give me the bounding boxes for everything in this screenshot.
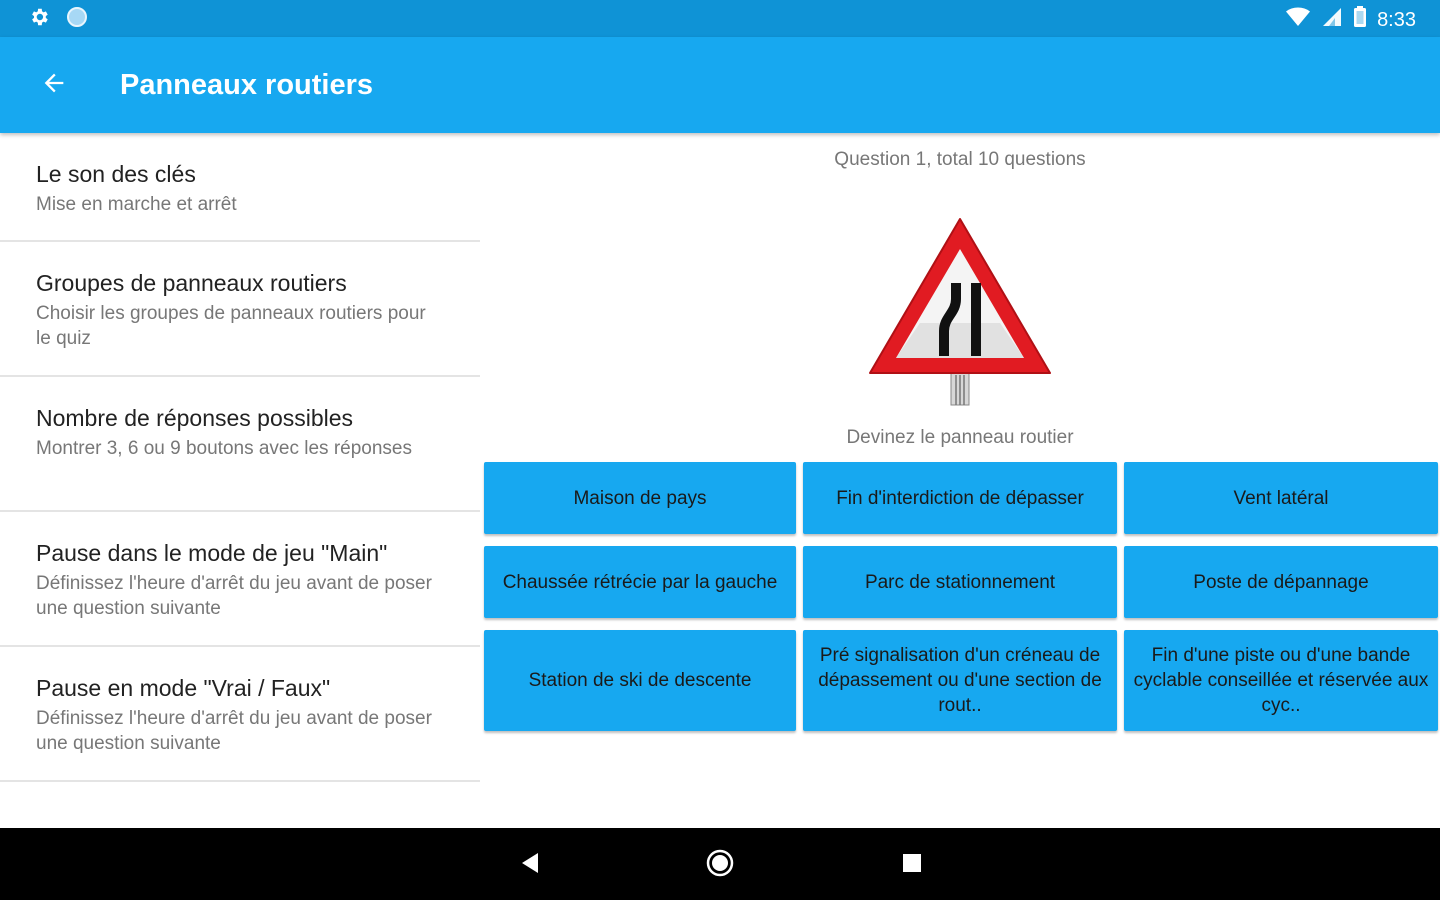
signal-icon: [1321, 6, 1343, 34]
setting-summary: Montrer 3, 6 ou 9 boutons avec les réponses: [36, 438, 413, 459]
nav-back-button[interactable]: [512, 848, 546, 882]
battery-icon: [1353, 6, 1367, 34]
answer-button[interactable]: Poste de dépannage: [1124, 546, 1438, 618]
question-counter: Question 1, total 10 questions: [834, 149, 1086, 170]
circle-icon: [66, 6, 88, 33]
status-bar: [0, 0, 1440, 37]
nav-recents-button[interactable]: [895, 848, 929, 882]
answer-button[interactable]: Pré signalisation d'un créneau de dépassement ou d'une section de rout..: [803, 630, 1117, 731]
setting-item-pause-main[interactable]: [0, 512, 480, 647]
settings-list: [0, 135, 480, 782]
road-narrows-left-sign-icon: [860, 213, 1060, 413]
setting-item-key-sound[interactable]: [0, 135, 480, 242]
setting-item-pause-true-false[interactable]: [0, 647, 480, 782]
setting-title: Nombre de réponses possibles: [36, 405, 354, 431]
home-circle-icon: [705, 848, 735, 883]
arrow-left-icon: [40, 69, 68, 102]
answer-button[interactable]: Station de ski de descente: [484, 630, 796, 731]
setting-summary: Définissez l'heure d'arrêt du jeu avant de poser une question suivante: [36, 573, 432, 619]
setting-title: Pause en mode "Vrai / Faux": [36, 675, 331, 701]
recents-square-icon: [902, 853, 922, 878]
answer-button[interactable]: Fin d'une piste ou d'une bande cyclable conseillée et réservée aux cyc..: [1124, 630, 1438, 731]
back-button[interactable]: [36, 67, 72, 103]
sign-caption: Devinez le panneau routier: [846, 427, 1074, 448]
navigation-bar: [0, 828, 1440, 900]
status-time: 8:33: [1377, 8, 1416, 31]
answer-button[interactable]: Fin d'interdiction de dépasser: [803, 462, 1117, 534]
status-left-icons: [28, 6, 88, 33]
answers-grid: [484, 462, 1438, 731]
nav-home-button[interactable]: [703, 848, 737, 882]
setting-summary: Choisir les groupes de panneaux routiers pour le quiz: [36, 303, 426, 349]
setting-title: Groupes de panneaux routiers: [36, 270, 347, 296]
page-title: Panneaux routiers: [120, 69, 374, 101]
wifi-icon: [1285, 6, 1311, 34]
gear-icon: [28, 6, 50, 33]
answer-button[interactable]: Maison de pays: [484, 462, 796, 534]
setting-title: Pause dans le mode de jeu "Main": [36, 540, 388, 566]
setting-summary: Définissez l'heure d'arrêt du jeu avant de poser une question suivante: [36, 708, 432, 754]
setting-item-answer-count[interactable]: [0, 377, 480, 512]
answer-button[interactable]: Parc de stationnement: [803, 546, 1117, 618]
app-bar: [0, 37, 1440, 133]
status-right-icons: [1285, 6, 1416, 34]
answer-button[interactable]: Vent latéral: [1124, 462, 1438, 534]
quiz-panel: [480, 135, 1440, 828]
setting-title: Le son des clés: [36, 161, 196, 187]
answer-button[interactable]: Chaussée rétrécie par la gauche: [484, 546, 796, 618]
back-triangle-icon: [518, 851, 540, 880]
setting-item-sign-groups[interactable]: [0, 242, 480, 377]
setting-summary: Mise en marche et arrêt: [36, 194, 237, 215]
